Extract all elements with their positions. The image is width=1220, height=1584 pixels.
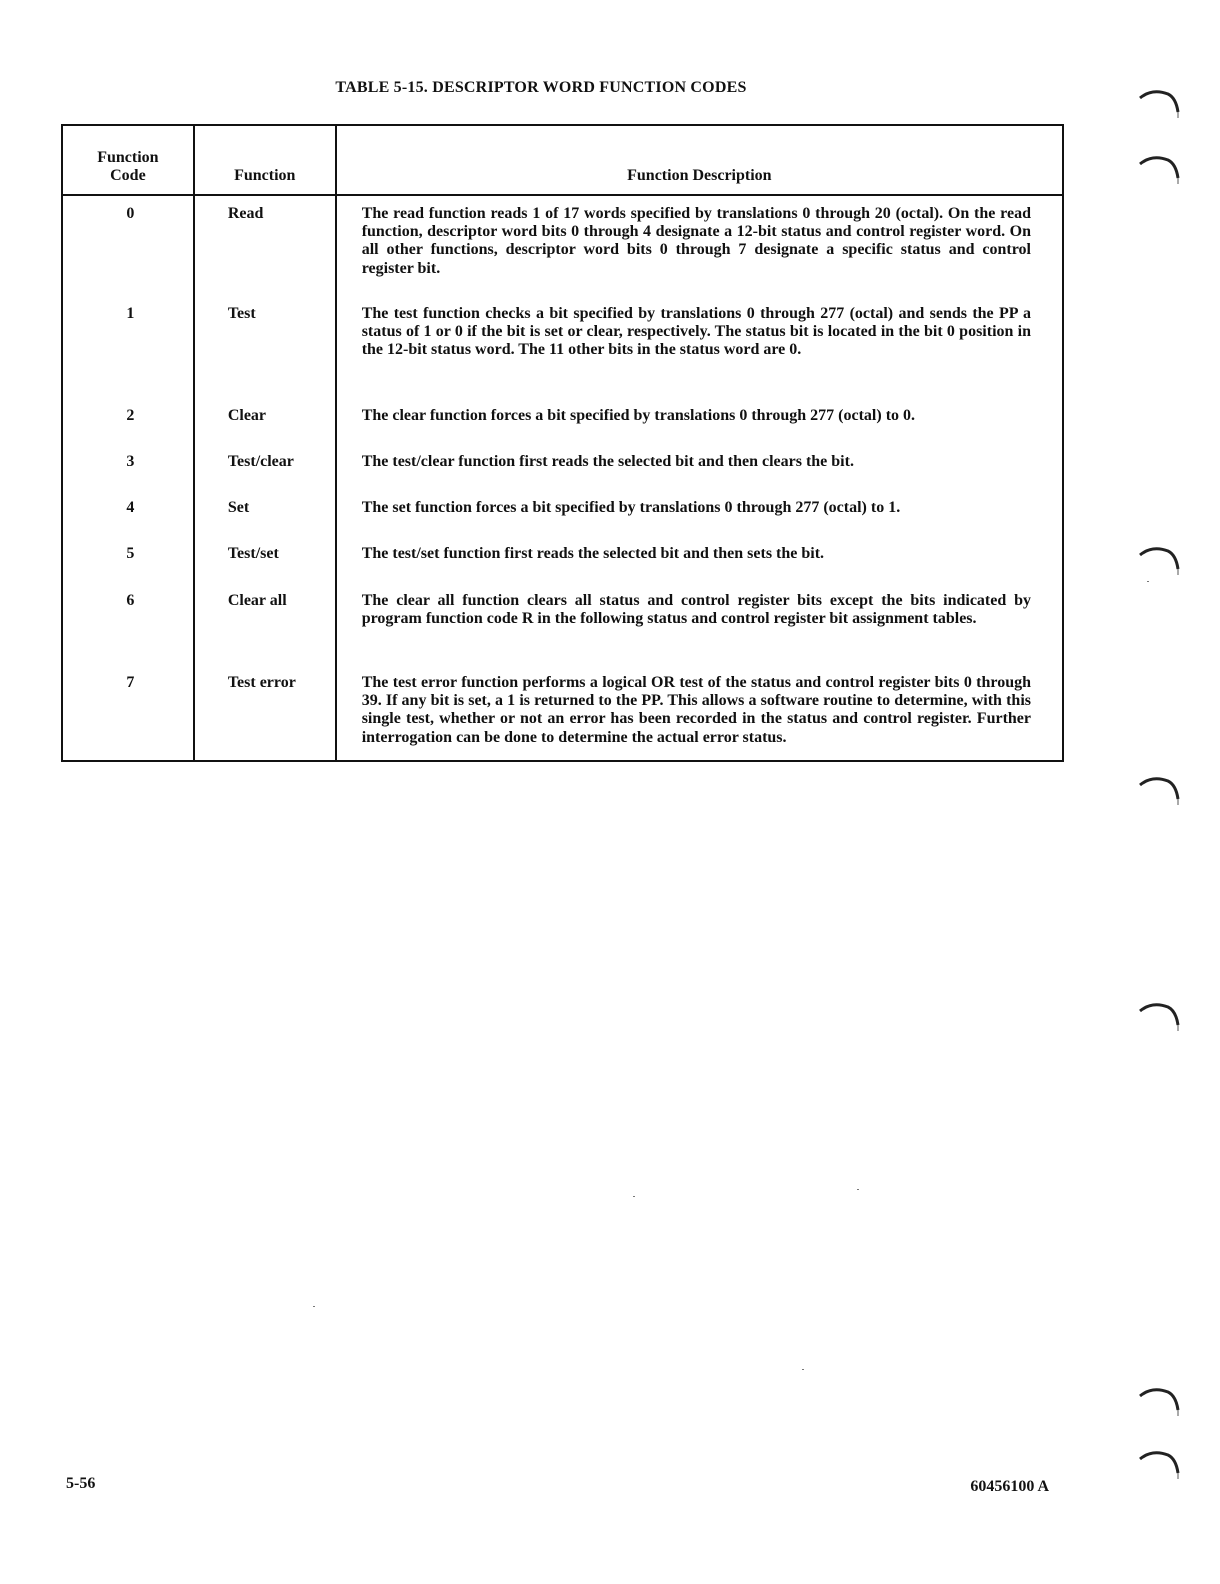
- row-description-cell: [336, 490, 1063, 536]
- row-function-cell: [194, 398, 336, 444]
- row-description: The clear all function clears all status and control register bits except the bits indicated by program function code R in the following status and control register bit assignment tables.: [361, 592, 1031, 628]
- scan-speck: [1147, 581, 1149, 582]
- row-code: 5: [126, 545, 135, 562]
- row-function-cell: [194, 296, 336, 398]
- row-function: Test error: [227, 674, 296, 691]
- binder-hole-icon: [1138, 152, 1182, 186]
- row-code-cell: [62, 398, 194, 444]
- row-description: The clear function forces a bit specified by translations 0 through 277 (octal) to 0.: [361, 407, 916, 424]
- row-code-cell: [62, 296, 194, 398]
- row-description: The test error function performs a logical OR test of the status and control register bits 0 through 39. If any bit is set, a 1 is returned to the PP. This allows a software routine to determine, with this single test, whether or not an error has been recorded in the status and control register. Further interrogation can be done to determine the actual error status.: [361, 674, 1031, 746]
- table-row: [62, 665, 1063, 761]
- row-description-cell: [336, 583, 1063, 665]
- scan-speck: [857, 1189, 859, 1190]
- row-code: 0: [126, 205, 135, 222]
- row-description-cell: [336, 296, 1063, 398]
- binder-hole-icon: [1138, 1384, 1182, 1418]
- row-function-cell: [194, 665, 336, 761]
- binder-hole-icon: [1138, 543, 1182, 577]
- row-function-cell: [194, 195, 336, 296]
- row-function: Clear all: [227, 592, 287, 609]
- row-description: The set function forces a bit specified by translations 0 through 277 (octal) to 1.: [361, 499, 901, 516]
- table-row: [62, 536, 1063, 583]
- row-code: 2: [126, 407, 135, 424]
- row-function: Clear: [227, 407, 267, 424]
- function-codes-table: [61, 124, 1064, 762]
- row-function: Set: [227, 499, 250, 516]
- row-code-cell: [62, 195, 194, 296]
- row-code: 7: [126, 674, 135, 691]
- row-description: The read function reads 1 of 17 words specified by translations 0 through 20 (octal). On the read function, descriptor word bits 0 through 4 designate a 12-bit status and control register word. On all other functions, descriptor word bits 0 through 7 designate a specific status and control register bit.: [361, 205, 1031, 277]
- table-title: TABLE 5-15. DESCRIPTOR WORD FUNCTION CODES: [335, 79, 747, 96]
- row-code-cell: [62, 665, 194, 761]
- row-code: 6: [126, 592, 135, 609]
- row-description-cell: [336, 444, 1063, 490]
- binder-hole-icon: [1138, 86, 1182, 120]
- row-function-cell: [194, 490, 336, 536]
- row-description-cell: [336, 665, 1063, 761]
- header-function-code: [62, 125, 194, 195]
- binder-hole-icon: [1138, 999, 1182, 1033]
- scan-speck: [802, 1369, 804, 1370]
- table-header-row: [62, 125, 1063, 195]
- row-description: The test/set function first reads the selected bit and then sets the bit.: [361, 545, 825, 562]
- document-number: 60456100 A: [970, 1478, 1049, 1495]
- row-function-cell: [194, 583, 336, 665]
- row-function: Test/clear: [227, 453, 294, 470]
- table-row: [62, 195, 1063, 296]
- row-description-cell: [336, 195, 1063, 296]
- row-code-cell: [62, 444, 194, 490]
- row-code-cell: [62, 490, 194, 536]
- header-function-description: Function Description: [336, 125, 1063, 195]
- row-code-cell: [62, 536, 194, 583]
- header-code-line2: Code: [110, 167, 146, 184]
- table-row: [62, 444, 1063, 490]
- binder-hole-icon: [1138, 773, 1182, 807]
- row-description-cell: [336, 398, 1063, 444]
- header-function: Function: [194, 125, 336, 195]
- row-description: The test/clear function first reads the selected bit and then clears the bit.: [361, 453, 854, 470]
- row-code: 4: [126, 499, 135, 516]
- row-code: 1: [126, 305, 135, 322]
- table-row: [62, 490, 1063, 536]
- table-row: [62, 296, 1063, 398]
- row-function: Read: [227, 205, 264, 222]
- row-function-cell: [194, 536, 336, 583]
- binder-hole-icon: [1138, 1447, 1182, 1481]
- table-row: [62, 583, 1063, 665]
- row-description: The test function checks a bit specified by translations 0 through 277 (octal) and sends the PP a status of 1 or 0 if the bit is set or clear, respectively. The status bit is located in the bit 0 position in the 12-bit status word. The 11 other bits in the status word are 0.: [361, 305, 1031, 359]
- row-code-cell: [62, 583, 194, 665]
- header-code-line1: Function: [97, 149, 159, 166]
- row-function: Test/set: [227, 545, 279, 562]
- row-function-cell: [194, 444, 336, 490]
- scan-speck: [633, 1196, 635, 1197]
- page-number: 5-56: [66, 1475, 96, 1492]
- row-description-cell: [336, 536, 1063, 583]
- scan-speck: [313, 1306, 315, 1307]
- row-function: Test: [227, 305, 256, 322]
- table-row: [62, 398, 1063, 444]
- row-code: 3: [126, 453, 135, 470]
